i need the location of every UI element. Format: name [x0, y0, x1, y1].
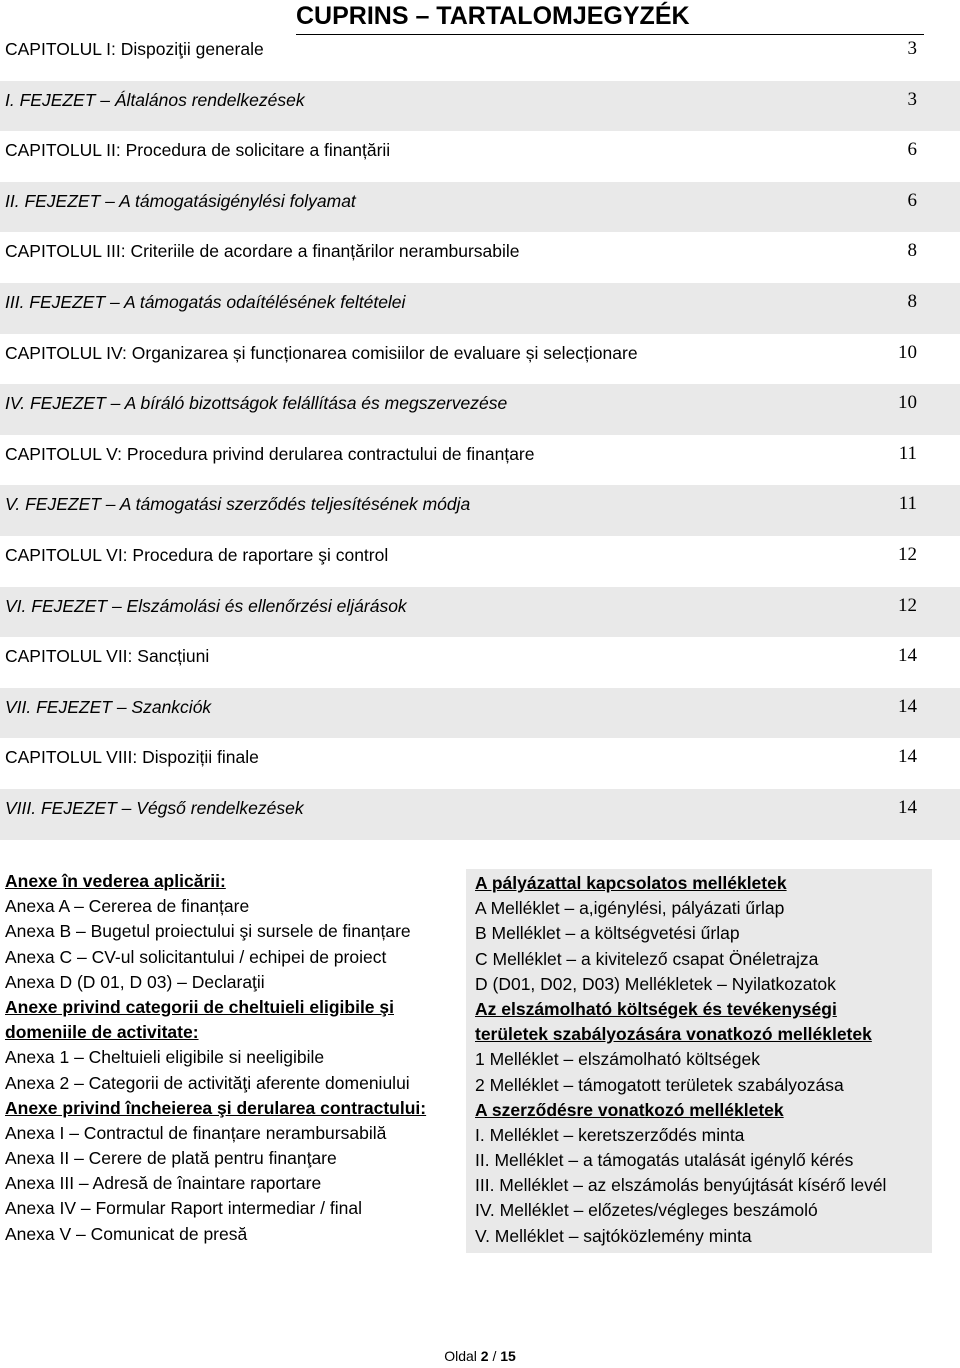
- annex-item: Anexa 2 – Categorii de activităţi aferente domeniului: [5, 1072, 410, 1093]
- toc-entry-page: 14: [898, 695, 917, 717]
- annex-item: V. Melléklet – sajtóközlemény minta: [475, 1225, 752, 1246]
- toc-entry[interactable]: [0, 435, 960, 486]
- annex-item: Anexa 1 – Cheltuieli eligibile si neeligibile: [5, 1047, 325, 1068]
- toc-entry-page: 3: [907, 88, 917, 110]
- toc-entry[interactable]: [0, 789, 960, 840]
- toc-entry[interactable]: [0, 182, 960, 233]
- annex-section-heading: Anexe în vederea aplicării:: [5, 871, 226, 891]
- footer-prefix: Oldal: [444, 1348, 477, 1364]
- toc-entry[interactable]: [0, 637, 960, 688]
- annex-item: B Melléklet – a költségvetési űrlap: [475, 923, 740, 944]
- annexes-romanian: [5, 869, 460, 1247]
- page-footer: [0, 1348, 960, 1364]
- annex-section-heading: domeniile de activitate:: [5, 1022, 199, 1043]
- annex-section-heading: Az elszámolható költségek és tevékenységi: [475, 998, 837, 1019]
- annex-item: Anexa III – Adresă de înaintare raportare: [5, 1173, 322, 1194]
- toc-entry-label: IV. FEJEZET – A bíráló bizottságok felállítása és megszervezése: [5, 393, 508, 414]
- annex-item: Anexa B – Bugetul proiectului şi sursele de finanțare: [5, 921, 411, 942]
- toc-entry-page: 11: [898, 442, 917, 464]
- toc-entry[interactable]: [0, 536, 960, 587]
- toc-entry[interactable]: [0, 30, 960, 81]
- annex-item: Anexa V – Comunicat de presă: [5, 1223, 248, 1244]
- annex-section-heading: területek szabályozására vonatkozó mellékletek: [475, 1024, 872, 1045]
- toc-entry-page: 6: [907, 189, 917, 211]
- annex-item: Anexa IV – Formular Raport intermediar / final: [5, 1198, 362, 1219]
- toc-entry-label: VI. FEJEZET – Elszámolási és ellenőrzési eljárások: [5, 595, 407, 616]
- toc-entry[interactable]: [0, 334, 960, 385]
- annex-item: III. Melléklet – az elszámolás benyújtását kísérő levél: [475, 1175, 887, 1196]
- annexes-hungarian: [466, 869, 932, 1253]
- page-title: CUPRINS – TARTALOMJEGYZÉK: [296, 2, 690, 30]
- toc-entry-page: 10: [898, 341, 917, 363]
- toc-entry-page: 14: [898, 796, 917, 818]
- toc-entry-page: 10: [898, 392, 917, 414]
- annex-item: 1 Melléklet – elszámolható költségek: [475, 1049, 761, 1070]
- toc-entry-page: 12: [898, 543, 917, 565]
- annex-item: Anexa I – Contractul de finanțare nerambursabilă: [5, 1122, 387, 1143]
- toc-entry-label: CAPITOLUL II: Procedura de solicitare a finanțării: [5, 140, 391, 161]
- toc-entry[interactable]: [0, 131, 960, 182]
- toc-entry[interactable]: [0, 283, 960, 334]
- toc-entry-label: CAPITOLUL IV: Organizarea și funcționarea comisiilor de evaluare și selecționare: [5, 342, 638, 363]
- toc-entry-label: V. FEJEZET – A támogatási szerződés teljesítésének módja: [5, 494, 471, 515]
- toc-entry[interactable]: [0, 587, 960, 638]
- footer-separator: /: [492, 1348, 497, 1364]
- toc-entry-label: I. FEJEZET – Általános rendelkezések: [5, 89, 305, 110]
- toc-entry-page: 8: [907, 290, 917, 312]
- annex-item: II. Melléklet – a támogatás utalását igénylő kérés: [475, 1150, 854, 1171]
- toc-entry-page: 12: [898, 594, 917, 616]
- toc-entry-page: 8: [907, 240, 917, 262]
- annex-item: D (D01, D02, D03) Mellékletek – Nyilatkozatok: [475, 973, 836, 994]
- toc-entry[interactable]: [0, 738, 960, 789]
- annex-item: C Melléklet – a kivitelező csapat Önéletrajza: [475, 948, 819, 969]
- toc-entry[interactable]: [0, 232, 960, 283]
- toc-entry-page: 14: [898, 645, 917, 667]
- toc-entry-label: CAPITOLUL VIII: Dispoziții finale: [5, 747, 259, 768]
- annex-item: Anexa A – Cererea de finanțare: [5, 896, 250, 917]
- annex-item: Anexa D (D 01, D 03) – Declaraţii: [5, 971, 265, 992]
- annex-section-heading: A pályázattal kapcsolatos mellékletek: [475, 873, 787, 893]
- annex-item: IV. Melléklet – előzetes/végleges beszámoló: [475, 1200, 818, 1221]
- toc-entry-label: CAPITOLUL III: Criteriile de acordare a finanțărilor nerambursabile: [5, 241, 520, 262]
- toc-entry-page: 6: [907, 139, 917, 161]
- toc-entry-label: CAPITOLUL V: Procedura privind derularea contractului de finanțare: [5, 443, 535, 464]
- annex-item: Anexa II – Cerere de plată pentru finanţare: [5, 1148, 337, 1169]
- toc-entry-page: 3: [907, 38, 917, 59]
- annex-item: A Melléklet – a,igénylési, pályázati űrlap: [475, 898, 785, 919]
- toc-entry-label: VIII. FEJEZET – Végső rendelkezések: [5, 797, 304, 818]
- toc-entry-label: VII. FEJEZET – Szankciók: [5, 696, 212, 717]
- table-of-contents: [0, 30, 960, 840]
- annex-item: Anexa C – CV-ul solicitantului / echipei de proiect: [5, 946, 387, 967]
- toc-entry-page: 11: [898, 493, 917, 515]
- footer-total-pages: 15: [500, 1348, 516, 1364]
- toc-entry[interactable]: [0, 485, 960, 536]
- annex-item: I. Melléklet – keretszerződés minta: [475, 1124, 745, 1145]
- annex-section-heading: A szerződésre vonatkozó mellékletek: [475, 1099, 784, 1120]
- toc-entry[interactable]: [0, 688, 960, 739]
- toc-entry-label: CAPITOLUL I: Dispoziţii generale: [5, 39, 264, 59]
- toc-entry-page: 14: [898, 746, 917, 768]
- toc-entry[interactable]: [0, 384, 960, 435]
- annex-section-heading: Anexe privind categorii de cheltuieli eligibile şi: [5, 996, 394, 1017]
- footer-current-page: 2: [480, 1348, 489, 1364]
- toc-entry-label: CAPITOLUL VII: Sancțiuni: [5, 646, 210, 667]
- toc-entry-label: CAPITOLUL VI: Procedura de raportare şi control: [5, 544, 389, 565]
- annex-item: 2 Melléklet – támogatott területek szabályozása: [475, 1074, 844, 1095]
- annex-section-heading: Anexe privind încheierea şi derularea contractului:: [5, 1097, 427, 1118]
- toc-entry[interactable]: [0, 81, 960, 132]
- toc-entry-label: II. FEJEZET – A támogatásigénylési folyamat: [5, 190, 356, 211]
- toc-entry-label: III. FEJEZET – A támogatás odaítélésének feltételei: [5, 291, 406, 312]
